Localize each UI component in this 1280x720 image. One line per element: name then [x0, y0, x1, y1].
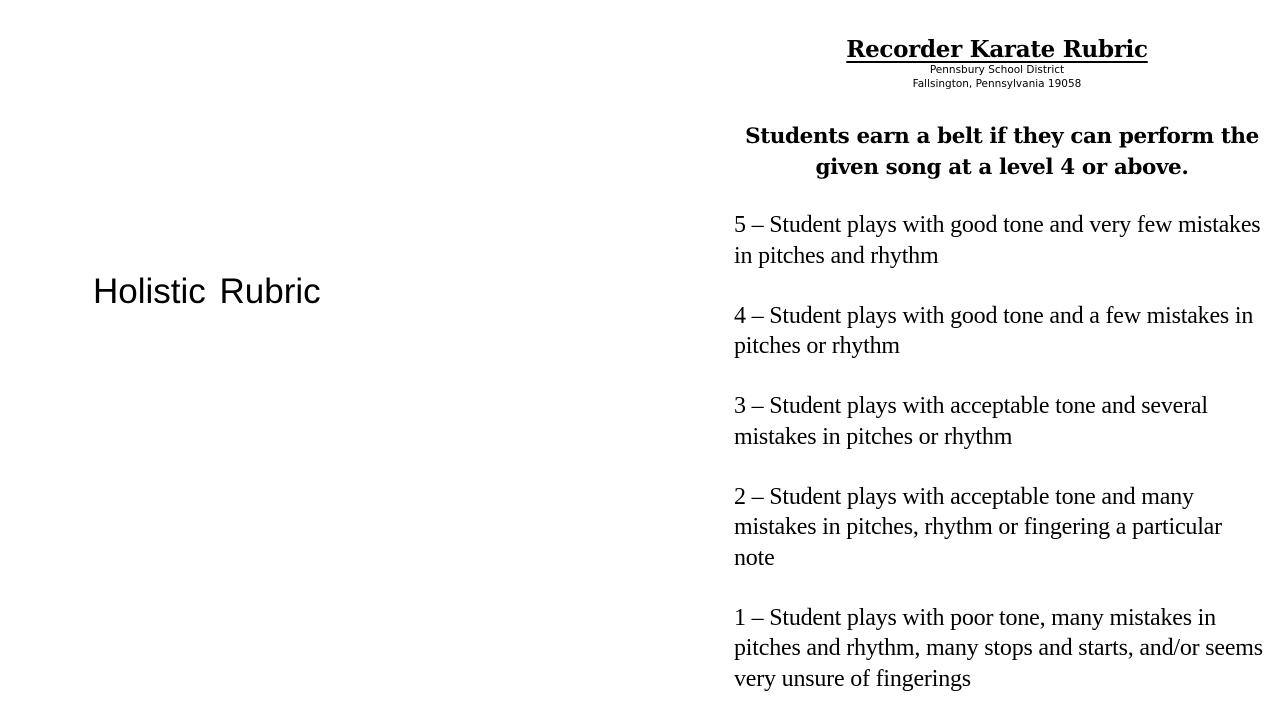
rubric-level-5: 5 – Student plays with good tone and very few mistakes in pitches and rhythm	[734, 212, 1261, 269]
slide-label: Holistic Rubric	[93, 272, 321, 311]
rubric-address: Fallsington, Pennsylvania 19058	[912, 78, 1082, 90]
rubric-level-1: 1 – Student plays with poor tone, many mistakes in pitches and rhythm, many stops and starts, and/or seems very unsure of fingerings	[734, 604, 1263, 692]
rubric-level-4: 4 – Student plays with good tone and a few mistakes in pitches or rhythm	[734, 302, 1254, 359]
rubric-levels	[734, 210, 1264, 720]
rubric-level-2: 2 – Student plays with acceptable tone and many mistakes in pitches, rhythm or fingering a particular note	[734, 483, 1222, 571]
rubric-intro: Students earn a belt if they can perform the given song at a level 4 or above.	[745, 124, 1259, 180]
rubric-district: Pennsbury School District	[929, 64, 1065, 76]
rubric-title: Recorder Karate Rubric	[846, 36, 1148, 63]
rubric-level-3: 3 – Student plays with acceptable tone and several mistakes in pitches or rhythm	[734, 393, 1208, 450]
rubric-document	[722, 30, 1262, 700]
